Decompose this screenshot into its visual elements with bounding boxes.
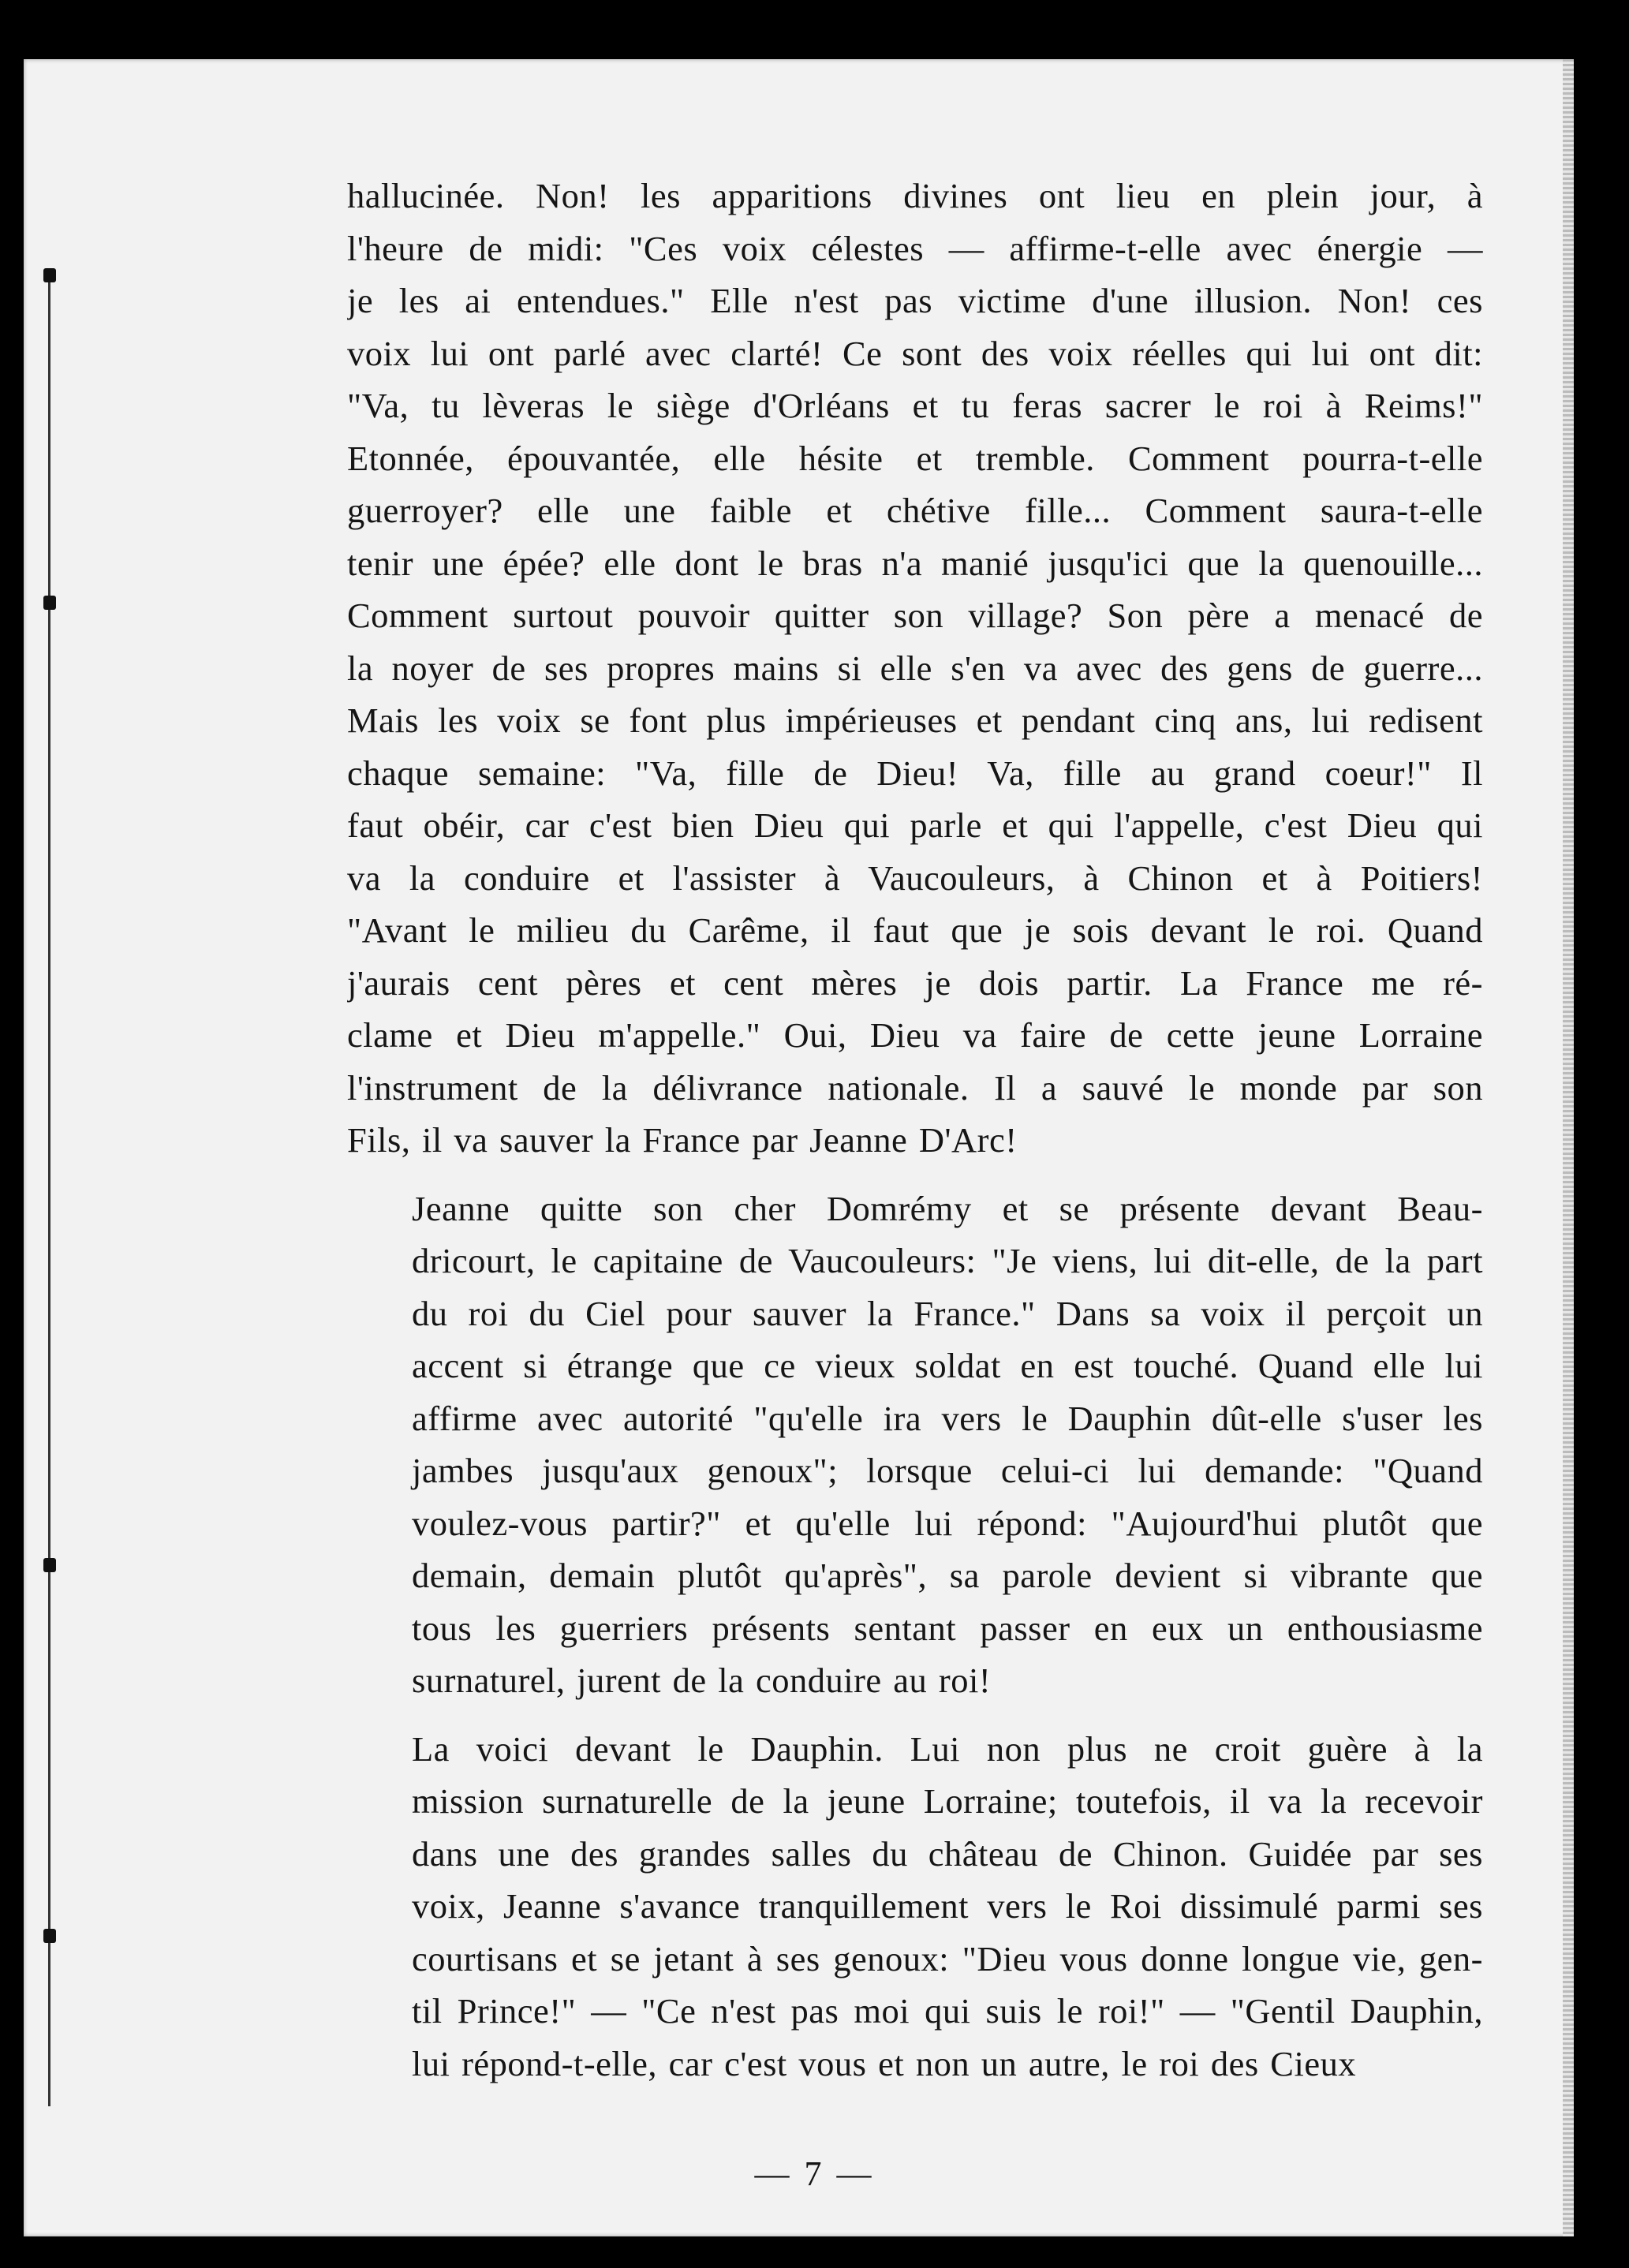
binding-line	[48, 276, 50, 2106]
text-line: surnaturel, jurent de la conduire au roi!	[412, 1661, 992, 1700]
text-line: Mais les voix se font plus impérieuses et pendant cinq ans, lui redisent	[347, 701, 1483, 740]
text-line: faut obéir, car c'est bien Dieu qui parle et qui l'appelle, c'est Dieu qui	[347, 805, 1483, 845]
text-line: "Avant le milieu du Carême, il faut que je sois devant le roi. Quand	[347, 910, 1483, 950]
paragraph	[347, 170, 1483, 1167]
text-line: Etonnée, épouvantée, elle hésite et tremble. Comment pourra-t-elle	[347, 438, 1483, 478]
text-line: Fils, il va sauver la France par Jeanne D'Arc!	[347, 1120, 1018, 1160]
text-line: La voici devant le Dauphin. Lui non plus ne croit guère à la	[412, 1728, 1483, 1769]
paragraph	[347, 1723, 1483, 2091]
text-line: mission surnaturelle de la jeune Lorraine; toutefois, il va la recevoir	[412, 1781, 1483, 1821]
stitch-mark	[43, 268, 56, 282]
text-line: hallucinée. Non! les apparitions divines ont lieu en plein jour, à	[347, 176, 1483, 215]
text-line: voix, Jeanne s'avance tranquillement vers le Roi dissimulé parmi ses	[412, 1886, 1483, 1926]
text-line: j'aurais cent pères et cent mères je dois partir. La France me ré-	[347, 962, 1483, 1003]
text-line: dans une des grandes salles du château de Chinon. Guidée par ses	[412, 1833, 1483, 1874]
text-line: la noyer de ses propres mains si elle s'en va avec des gens de guerre...	[347, 648, 1483, 688]
text-line: l'instrument de la délivrance nationale. Il a sauvé le monde par son	[347, 1067, 1483, 1108]
paragraph	[347, 1183, 1483, 1707]
text-line: "Va, tu lèveras le siège d'Orléans et tu feras sacrer le roi à Reims!"	[347, 386, 1483, 425]
body-text	[347, 170, 1483, 2090]
text-line: l'heure de midi: "Ces voix célestes — affirme-t-elle avec énergie —	[347, 228, 1483, 268]
stitch-mark	[43, 1929, 56, 1943]
text-line: tous les guerriers présents sentant passer en eux un enthousiasme	[412, 1608, 1483, 1648]
page-edge	[1563, 59, 1574, 2236]
text-line: chaque semaine: "Va, fille de Dieu! Va, fille au grand coeur!" Il	[347, 753, 1483, 793]
text-line: Comment surtout pouvoir quitter son village? Son père a menacé de	[347, 596, 1483, 635]
text-line: je les ai entendues." Elle n'est pas victime d'une illusion. Non! ces	[347, 281, 1483, 320]
text-line: til Prince!" — "Ce n'est pas moi qui suis le roi!" — "Gentil Dauphin,	[412, 1991, 1483, 2031]
text-line: va la conduire et l'assister à Vaucouleurs, à Chinon et à Poitiers!	[347, 858, 1483, 898]
text-line: guerroyer? elle une faible et chétive fille... Comment saura-t-elle	[347, 491, 1483, 530]
text-line: courtisans et se jetant à ses genoux: "Dieu vous donne longue vie, gen-	[412, 1938, 1483, 1978]
text-line: affirme avec autorité "qu'elle ira vers le Dauphin dût-elle s'user les	[412, 1398, 1483, 1438]
stitch-mark	[43, 596, 56, 610]
text-line: tenir une épée? elle dont le bras n'a manié jusqu'ici que la quenouille...	[347, 543, 1483, 583]
text-line: voix lui ont parlé avec clarté! Ce sont des voix réelles qui lui ont dit:	[347, 333, 1483, 373]
text-line: du roi du Ciel pour sauver la France." Dans sa voix il perçoit un	[412, 1293, 1483, 1333]
text-line: dricourt, le capitaine de Vaucouleurs: "Je viens, lui dit-elle, de la part	[412, 1241, 1483, 1280]
text-line: demain, demain plutôt qu'après", sa parole devient si vibrante que	[412, 1556, 1483, 1595]
text-line: voulez-vous partir?" et qu'elle lui répond: "Aujourd'hui plutôt que	[412, 1503, 1483, 1543]
text-line: lui répond-t-elle, car c'est vous et non un autre, le roi des Cieux	[412, 2043, 1357, 2083]
text-line: clame et Dieu m'appelle." Oui, Dieu va faire de cette jeune Lorraine	[347, 1015, 1483, 1055]
text-line: accent si étrange que ce vieux soldat en est touché. Quand elle lui	[412, 1346, 1483, 1385]
text-line: jambes jusqu'aux genoux"; lorsque celui-ci lui demande: "Quand	[412, 1451, 1483, 1490]
binding-stitches	[43, 213, 54, 2130]
text-line: Jeanne quitte son cher Domrémy et se présente devant Beau-	[412, 1188, 1483, 1228]
page-number: — 7 —	[754, 2154, 875, 2193]
stitch-mark	[43, 1558, 56, 1572]
